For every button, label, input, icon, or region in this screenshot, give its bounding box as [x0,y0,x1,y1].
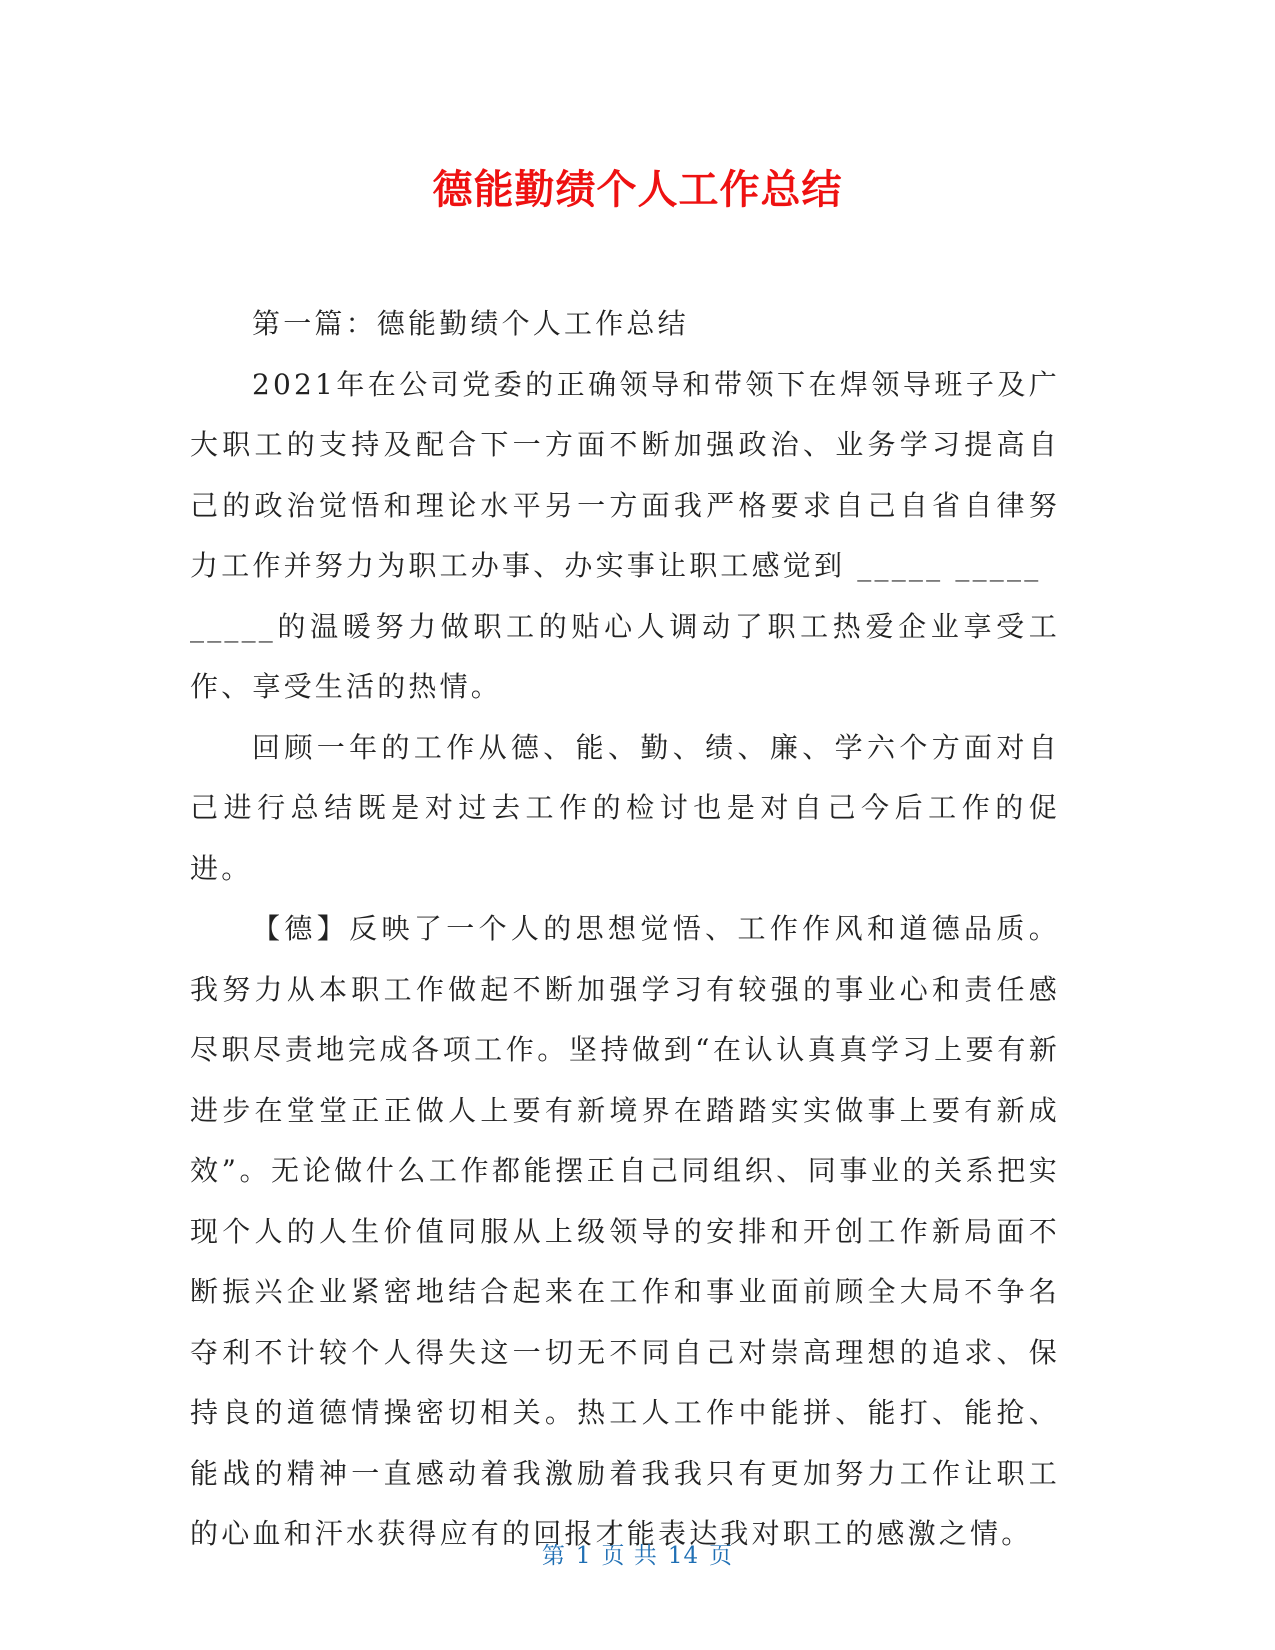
paragraph: 2021年在公司党委的正确领导和带领下在焊领导班子及广大职工的支持及配合下一方面不断加强政治、业务学习提高自己的政治觉悟和理论水平另一方面我严格要求自己自省自律努力工作并努力为职工办事、办实事让职工感觉到 _____ _____ [190,367,1060,582]
paragraph: 回顾一年的工作从德、能、勤、绩、廉、学六个方面对自己进行总结既是对过去工作的检讨也是对自己今后工作的促进。 [190,730,1060,885]
footer-prefix: 第 [541,1543,566,1569]
footer-middle: 页 共 [601,1543,658,1569]
footer-suffix: 页 [709,1543,734,1569]
document-title: 德能勤绩个人工作总结 [432,167,843,213]
page-footer [0,1541,1275,1571]
footer-page-number: 1 [575,1543,592,1569]
document-body [190,294,1060,1565]
paragraph-continuation: _____的温暖努力做职工的贴心人调动了职工热爱企业享受工作、享受生活的热情。 [190,609,1060,703]
paragraph: 【德】反映了一个人的思想觉悟、工作作风和道德品质。我努力从本职工作做起不断加强学习有较强的事业心和责任感尽职尽责地完成各项工作。坚持做到“在认认真真学习上要有新进步在堂堂正正做人上要有新境界在踏踏实实做事上要有新成效”。无论做什么工作都能摆正自己同组织、同事业的关系把实现个人的人生价值同服从上级领导的安排和开创工作新局面不断振兴企业紧密地结合起来在工作和事业面前顾全大局不争名夺利不计较个人得失这一切无不同自己对崇高理想的追求、保持良的道德情操密切相关。热工人工作中能拼、能打、能抢、能战的精神一直感动着我激励着我我只有更加努力工作让职工的心血和汗水获得应有的回报才能表达我对职工的感激之情。 [190,912,1060,1550]
footer-total-pages: 14 [667,1543,700,1569]
section-heading: 第一篇：德能勤绩个人工作总结 [252,307,689,340]
